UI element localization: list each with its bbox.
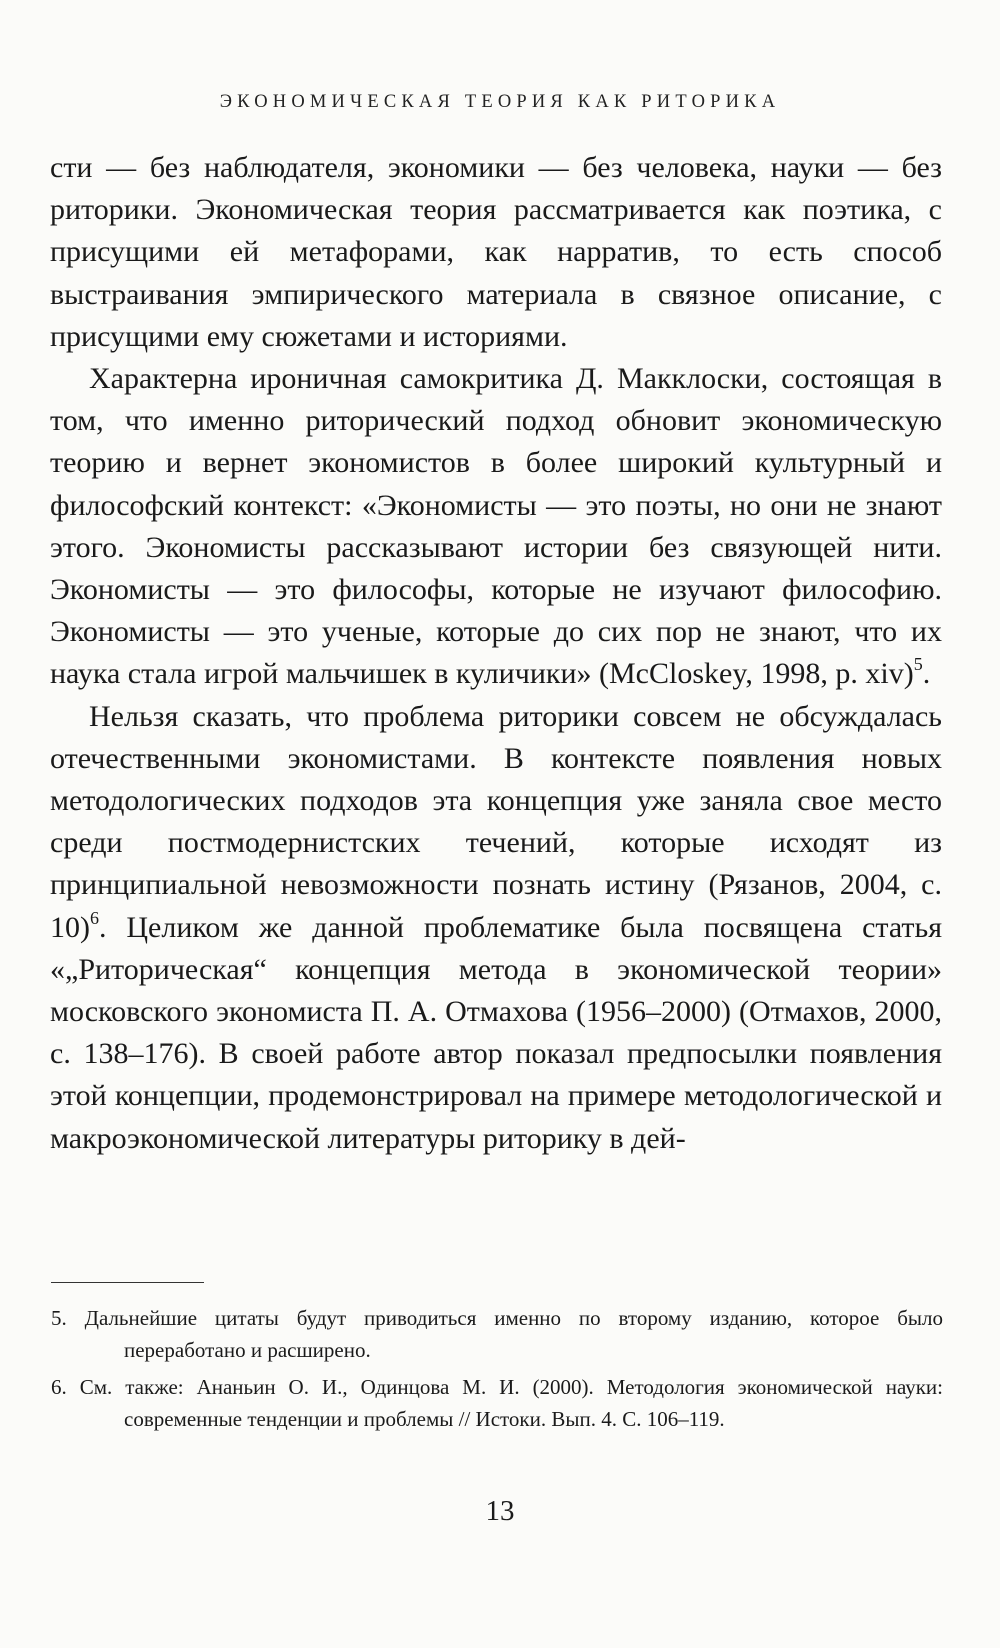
page-number: 13 <box>485 1495 515 1527</box>
footnote-ref-5: 5 <box>913 654 923 675</box>
main-text <box>50 147 942 1160</box>
footnote-5: 5. Дальнейшие цитаты будут приводиться именно по второму изданию, которое было переработано и расширено. <box>51 1306 944 1362</box>
paragraph-3: Нельзя сказать, что проблема риторики совсем не обсуждалась отечественными экономистами. В контексте появления новых методологических подходов эта концепция уже заняла свое место среди постмодернистских течений, которые исходят из принципиальной невозможности познать истину (Рязанов, 2004, с. 10)$^6$. Целиком же данной проблематике была посвящена статья «„Риторическая“ концепция метода в экономической теории» московского экономиста П. А. Отмахова (1956–2000) (Отмахов, 2000, с. 138–176). В своей работе автор показал предпосылки появления этой концепции, продемонстрировал на примере методологической и макроэкономической литературы риторику в дей- <box>50 699 942 1155</box>
footnotes <box>51 1302 943 1440</box>
paragraph-2: Характерна ироничная самокритика Д. Макклоски, состоящая в том, что именно риторический подход обновит экономическую теорию и вернет экономистов в более широкий культурный и философский контекст: «Экономисты — это поэты, но они не знают этого. Экономисты рассказывают истории без связующей нити. Экономисты — это философы, которые не изучают философию. Экономисты — это ученые, которые до сих пор не знают, что их наука стала игрой мальчишек в куличики» (McCloskey, 1998, p. xiv)$^5$. <box>50 362 942 691</box>
footnote-6: 6. См. также: Ананьин О. И., Одинцова М. И. (2000). Методология экономической науки: современные тенденции и проблемы // Истоки. Вып. 4. С. 106–119. <box>51 1375 944 1431</box>
footnote-divider <box>51 1282 204 1283</box>
footnote-ref-6: 6 <box>90 907 99 928</box>
paragraph-1: сти — без наблюдателя, экономики — без человека, науки — без риторики. Экономическая теория рассматривается как поэтика, с присущими ей метафорами, как нарратив, то есть способ выстраивания эмпирического материала в связное описание, с присущими ему сюжетами и историями. <box>50 151 942 353</box>
running-head: ЭКОНОМИЧЕСКАЯ ТЕОРИЯ КАК РИТОРИКА <box>219 92 781 112</box>
